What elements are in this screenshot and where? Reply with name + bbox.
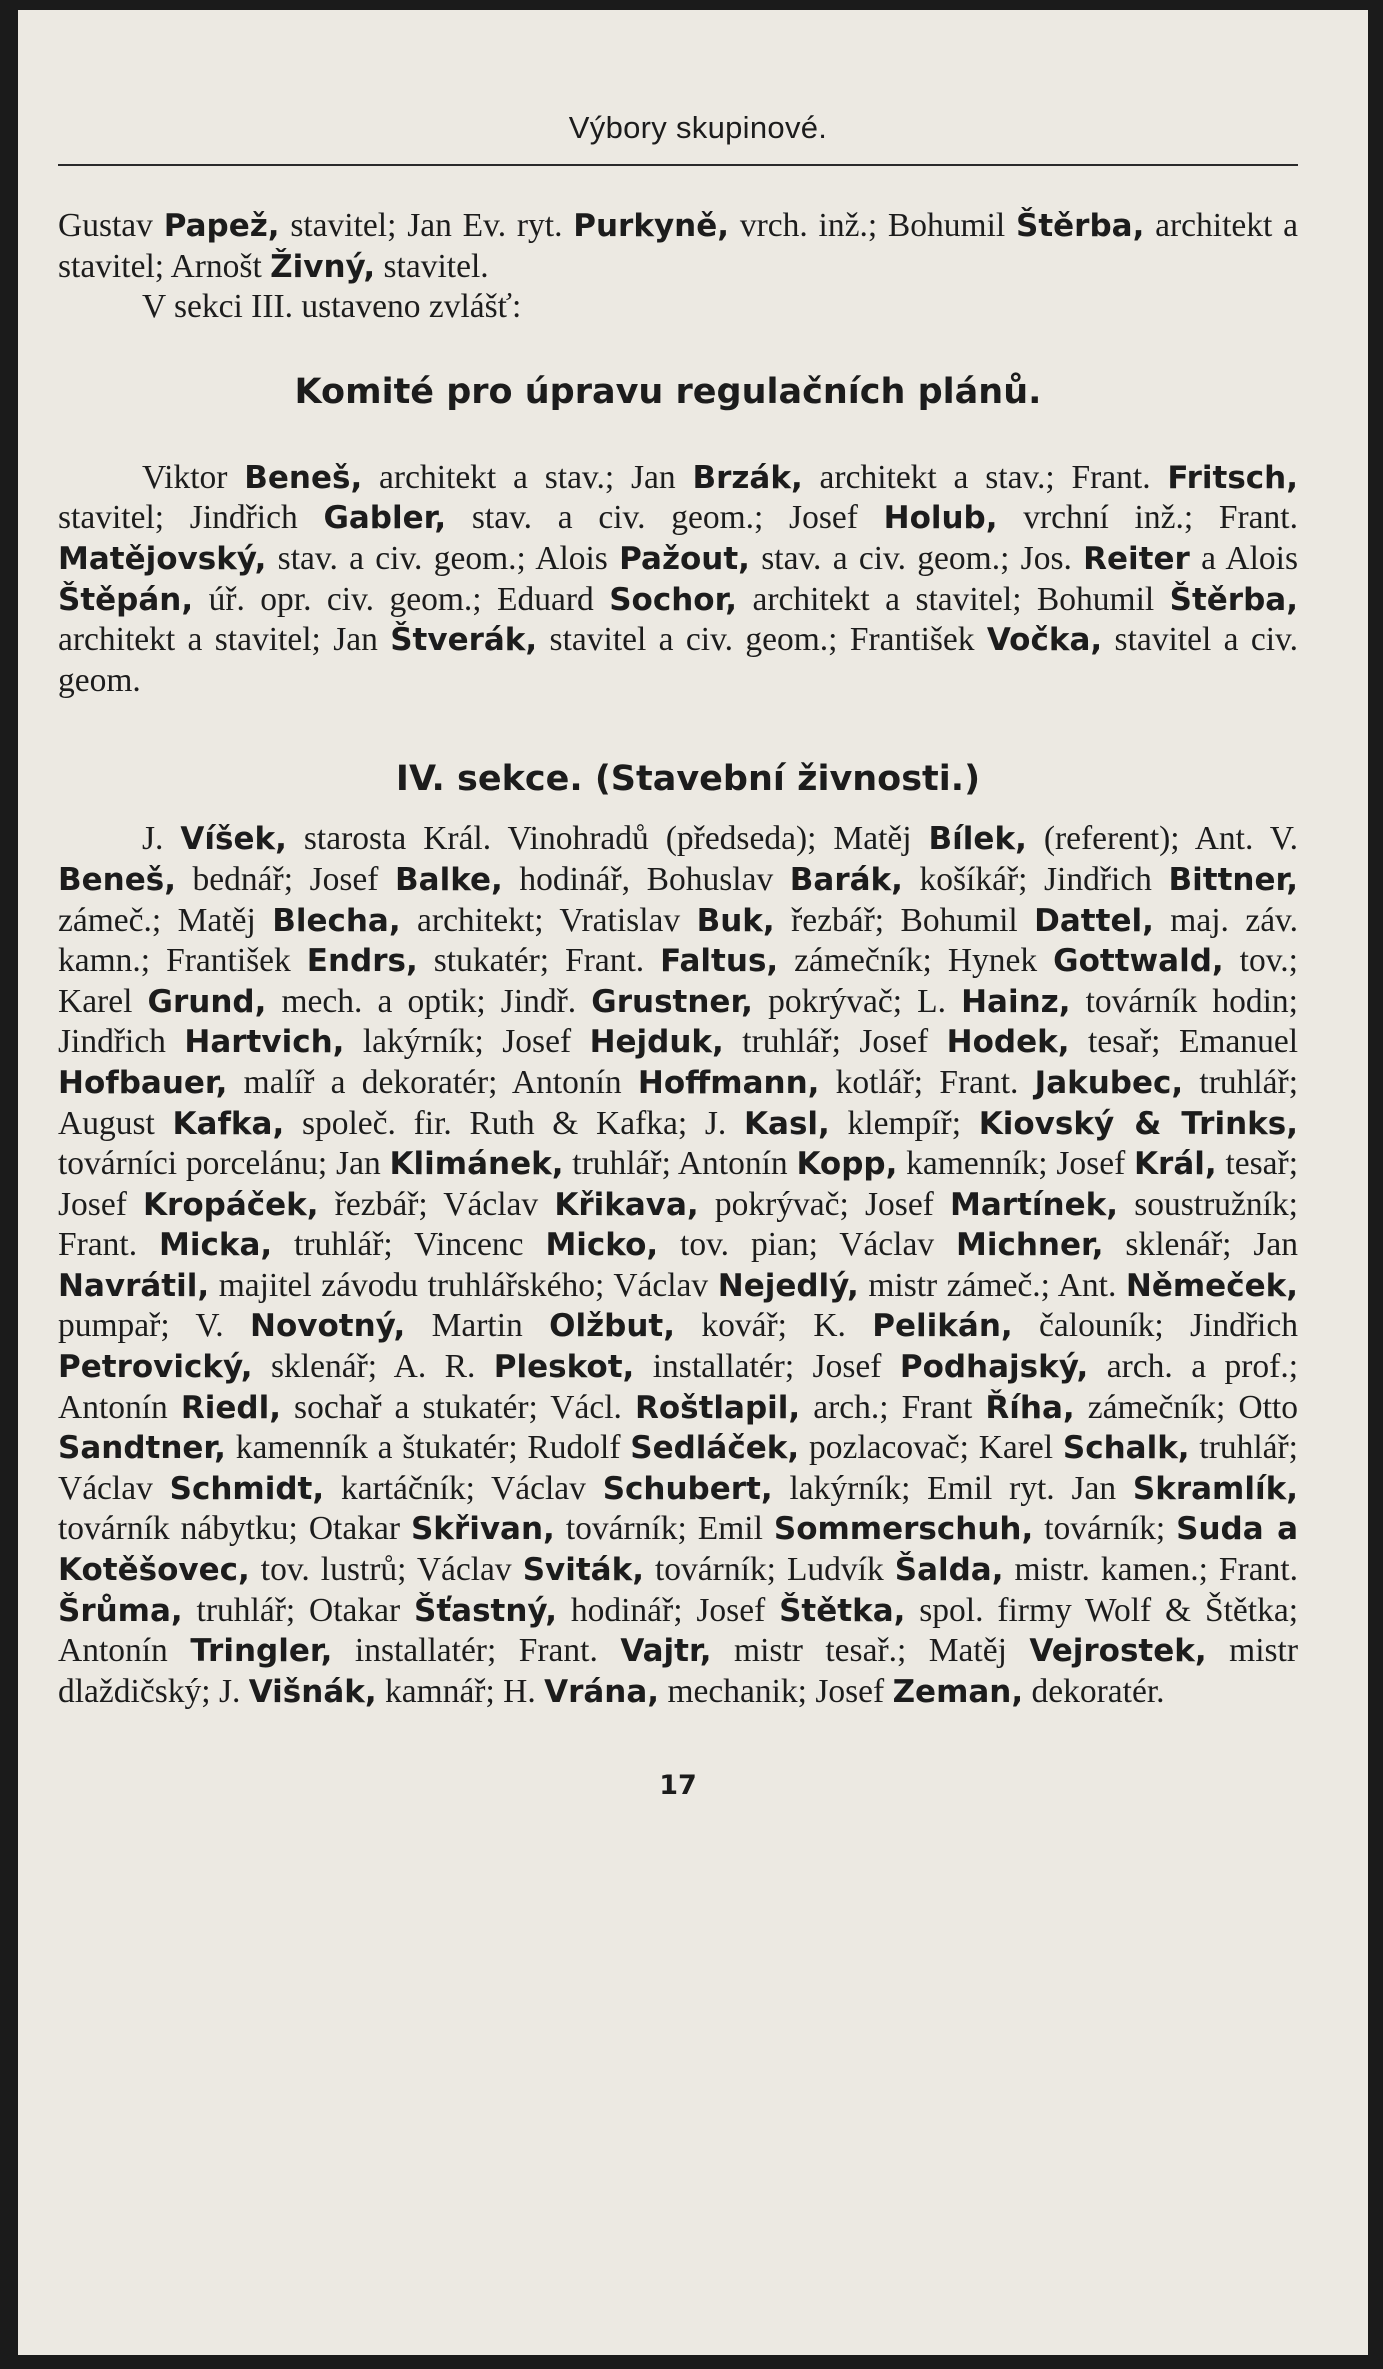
text-run: arch. a prof.; Antonín <box>58 1348 1298 1426</box>
text-run: hodinář; Josef <box>557 1591 780 1629</box>
text-run: kamnář; H. <box>376 1672 545 1710</box>
member-name: Schalk, <box>1062 1430 1190 1467</box>
text-run: sochař a stukatér; Václ. <box>281 1388 635 1426</box>
text-run: kovář; K. <box>675 1307 873 1345</box>
member-name: Beneš, <box>244 459 363 496</box>
text-run: mechanik; Josef <box>659 1672 893 1710</box>
text-run: spol. firmy Wolf & Štětka; Antonín <box>58 1591 1298 1670</box>
member-name: Dattel, <box>1034 902 1154 939</box>
text-run: stav. a civ. geom.; Alois <box>266 539 620 577</box>
member-name: Skramlík, <box>1132 1470 1299 1507</box>
member-name: Višnák, <box>248 1673 377 1710</box>
member-name: Sochor, <box>609 581 738 618</box>
member-name: Pelikán, <box>872 1308 1013 1345</box>
member-name: Micka, <box>158 1227 273 1264</box>
member-name: Vočka, <box>986 622 1103 659</box>
member-name: Bittner, <box>1168 861 1298 898</box>
member-name: Navrátil, <box>58 1267 210 1304</box>
member-name: Papež, <box>163 208 280 244</box>
member-name: Vrána, <box>544 1673 660 1710</box>
member-name: Štěrba, <box>1169 581 1298 618</box>
text-run: lakýrník; Emil ryt. Jan <box>772 1469 1133 1507</box>
member-name: Sviták, <box>522 1552 644 1589</box>
text-run: soustružník; Frant. <box>58 1185 1298 1264</box>
text-run: truhlář; Vincenc <box>272 1226 546 1264</box>
member-name: Nejedlý, <box>717 1267 859 1304</box>
member-name: Novotný, <box>250 1308 406 1345</box>
member-name: Michner, <box>955 1227 1104 1264</box>
member-name: Purkyně, <box>573 208 730 244</box>
section-heading-sekce-iv: IV. sekce. (Stavební živnosti.) <box>395 759 981 800</box>
text-run: mistr zámeč.; Ant. <box>858 1266 1126 1304</box>
member-name: Sedláček, <box>630 1430 800 1467</box>
text-run: architekt a stavitel; Bohumil <box>737 580 1170 618</box>
text-run: Martin <box>405 1307 550 1345</box>
text-run: kamenník; Josef <box>897 1145 1135 1183</box>
member-name: Gottwald, <box>1053 943 1224 980</box>
member-name: Kropáček, <box>143 1186 319 1223</box>
text-run: mistr tesař.; Matěj <box>711 1632 1030 1670</box>
member-name: Král, <box>1134 1146 1217 1183</box>
member-name: Faltus, <box>660 943 779 980</box>
member-name: Schmidt, <box>169 1470 325 1507</box>
text-run: kartáčník; Václav <box>324 1469 603 1507</box>
text-run: architekt a stavitel; Arnošt <box>58 207 1299 285</box>
member-name: Sommerschuh, <box>773 1511 1034 1548</box>
member-name: Reiter <box>1083 540 1190 577</box>
member-name: Barák, <box>789 861 903 898</box>
text-run: zámeč.; Matěj <box>58 901 273 939</box>
member-name: Kasl, <box>744 1105 830 1142</box>
text-run: kamenník a štukatér; Rudolf <box>225 1429 631 1467</box>
member-name: Pažout, <box>619 540 750 577</box>
member-name: Pleskot, <box>493 1349 635 1386</box>
member-name: Kafka, <box>172 1105 285 1142</box>
text-run: Viktor <box>142 458 245 496</box>
text-run: řezbář; Václav <box>318 1185 555 1223</box>
text-run: stavitel. <box>375 247 489 285</box>
text-run: tesař; Josef <box>58 1145 1299 1223</box>
member-name: Kiovský & Trinks, <box>978 1105 1298 1142</box>
member-name: Roštlapil, <box>634 1389 801 1426</box>
member-name: Bílek, <box>928 821 1027 858</box>
text-run: mistr dlaždičský; J. <box>58 1632 1298 1710</box>
text-run: továrník; Ludvík <box>643 1551 895 1589</box>
text-run: stav. a civ. geom.; Josef <box>446 499 884 537</box>
text-run: majitel závodu truhlářského; Václav <box>209 1266 718 1304</box>
text-run: kotlář; Frant. <box>819 1063 1035 1101</box>
text-run: a Alois <box>1189 539 1299 577</box>
member-name: Hoffmann, <box>637 1064 820 1101</box>
member-name: Balke, <box>395 861 503 898</box>
text-run: pumpař; V. <box>58 1307 251 1345</box>
text-run: košíkář; Jindřich <box>902 860 1169 898</box>
text-run: truhlář; Václav <box>58 1429 1298 1507</box>
page-number: 17 <box>659 1770 697 1802</box>
text-run: dekoratér. <box>1023 1672 1165 1710</box>
text-run: úř. opr. civ. geom.; Eduard <box>193 580 610 618</box>
text-run: truhlář; August <box>58 1063 1299 1142</box>
text-run: stavitel; Jindřich <box>58 499 324 537</box>
header-rule <box>58 164 1298 166</box>
text-run: architekt a stavitel; Jan <box>58 621 391 659</box>
text-run: pokrývač; Josef <box>698 1185 951 1223</box>
member-name: Grustner, <box>591 983 753 1020</box>
text-run: mistr. kamen.; Frant. <box>1003 1551 1299 1589</box>
text-run: zámečník; Otto <box>1074 1388 1298 1426</box>
member-name: Olžbut, <box>549 1308 676 1345</box>
text-run: vrch. inž.; Bohumil <box>729 207 1016 244</box>
text-run: (referent); Ant. V. <box>1026 820 1298 858</box>
text-run: pokrývač; L. <box>752 982 962 1020</box>
member-name: Štěpán, <box>58 581 194 618</box>
text-run: továrník hodin; Jindřich <box>58 982 1298 1061</box>
text-run: truhlář; Otakar <box>182 1591 415 1629</box>
text-run: tov. pian; Václav <box>658 1226 956 1264</box>
text-run: mech. a optik; Jindř. <box>266 982 592 1020</box>
member-name: Živný, <box>270 248 376 285</box>
text-run: architekt; Vratislav <box>400 901 697 939</box>
sekce-iii-note: V sekci III. ustaveno zvlášť: <box>142 288 522 326</box>
text-run: pozlacovač; Karel <box>799 1429 1063 1467</box>
running-head: Výbory skupinové. <box>568 110 828 145</box>
text-run: arch.; Frant <box>800 1388 986 1426</box>
member-name: Riedl, <box>180 1389 281 1426</box>
member-name: Suda a Kotěšovec, <box>58 1511 1298 1589</box>
text-run: stukatér; Frant. <box>417 942 661 980</box>
text-run: továrník; Emil <box>554 1510 774 1548</box>
text-run: stavitel a civ. geom. <box>58 621 1298 699</box>
text-run: malíř a dekoratér; Antonín <box>227 1063 638 1101</box>
member-name: Šrůma, <box>58 1592 183 1629</box>
member-name: Holub, <box>883 500 998 537</box>
member-name: Petrovický, <box>58 1349 253 1386</box>
member-name: Podhajský, <box>899 1349 1089 1386</box>
text-run: společ. fir. Ruth & Kafka; J. <box>284 1104 745 1142</box>
komite-members-paragraph <box>58 458 1298 702</box>
member-name: Vejrostek, <box>1029 1633 1207 1670</box>
text-run: lakýrník; Josef <box>344 1023 590 1061</box>
member-name: Gabler, <box>323 500 447 537</box>
text-run: Gustav <box>58 207 164 244</box>
intro-paragraph <box>58 206 1298 287</box>
text-run: vrchní inž.; Frant. <box>997 499 1298 537</box>
text-run: řezbář; Bohumil <box>774 901 1035 939</box>
member-name: Jakubec, <box>1034 1064 1184 1101</box>
text-run: továrník; <box>1033 1510 1177 1548</box>
text-run: továrník nábytku; Otakar <box>58 1510 411 1548</box>
text-run: zámečník; Hynek <box>778 942 1054 980</box>
member-name: Hejduk, <box>589 1024 724 1061</box>
member-name: Blecha, <box>272 902 401 939</box>
text-run: sklenář; A. R. <box>252 1348 494 1386</box>
section-heading-komite: Komité pro úpravu regulačních plánů. <box>294 371 1042 412</box>
text-run: hodinář, Bohuslav <box>502 860 790 898</box>
text-run: továrníci porcelánu; Jan <box>58 1145 390 1183</box>
member-name: Křikava, <box>554 1186 699 1223</box>
member-name: Němeček, <box>1125 1267 1298 1304</box>
member-name: Říha, <box>985 1389 1075 1426</box>
text-run: klempíř; <box>829 1104 979 1142</box>
text-run: truhlář; Josef <box>723 1023 947 1061</box>
member-name: Brzák, <box>692 459 803 496</box>
text-run: tov.; Karel <box>58 942 1298 1020</box>
text-run: starosta Král. Vinohradů (předseda); Matěj <box>286 820 929 858</box>
member-name: Štěrba, <box>1016 208 1145 244</box>
text-run: maj. záv. kamn.; František <box>58 901 1299 980</box>
text-run: J. <box>142 820 181 858</box>
text-run: stavitel; Jan Ev. ryt. <box>279 207 574 244</box>
text-run: bednář; Josef <box>175 860 396 898</box>
member-name: Grund, <box>147 983 267 1020</box>
member-name: Kopp, <box>796 1146 898 1183</box>
member-name: Martínek, <box>950 1186 1119 1223</box>
member-name: Zeman, <box>892 1673 1024 1710</box>
member-name: Sandtner, <box>58 1430 226 1467</box>
member-name: Klimánek, <box>389 1146 564 1183</box>
text-run: architekt a stav.; Frant. <box>802 458 1168 496</box>
sekce-iv-members-paragraph <box>58 819 1298 1712</box>
member-name: Micko, <box>545 1227 659 1264</box>
member-name: Tringler, <box>190 1633 333 1670</box>
member-name: Skřivan, <box>410 1511 555 1548</box>
member-name: Endrs, <box>306 943 418 980</box>
text-run: installatér; Frant. <box>332 1632 621 1670</box>
text-run: truhlář; Antonín <box>563 1145 797 1183</box>
text-run: tov. lustrů; Václav <box>249 1551 523 1589</box>
member-name: Vajtr, <box>620 1633 712 1670</box>
member-name: Schubert, <box>602 1470 773 1507</box>
member-name: Matějovský, <box>58 540 267 577</box>
member-name: Štětka, <box>779 1592 906 1629</box>
text-run: stav. a civ. geom.; Jos. <box>749 539 1084 577</box>
member-name: Hofbauer, <box>58 1064 228 1101</box>
member-name: Víšek, <box>180 821 287 858</box>
member-name: Šalda, <box>894 1552 1004 1589</box>
member-name: Šťastný, <box>414 1592 558 1629</box>
member-name: Štverák, <box>390 622 538 659</box>
text-run: architekt a stav.; Jan <box>362 458 693 496</box>
member-name: Fritsch, <box>1167 459 1298 496</box>
book-page <box>18 10 1368 2355</box>
member-name: Hodek, <box>946 1024 1070 1061</box>
text-run: tesař; Emanuel <box>1069 1023 1299 1061</box>
member-name: Beneš, <box>58 861 176 898</box>
member-name: Hartvich, <box>184 1024 345 1061</box>
member-name: Hainz, <box>961 983 1071 1020</box>
text-run: installatér; Josef <box>634 1348 900 1386</box>
text-run: stavitel a civ. geom.; František <box>537 621 987 659</box>
text-run: čalouník; Jindřich <box>1012 1307 1298 1345</box>
member-name: Buk, <box>696 902 775 939</box>
text-run: sklenář; Jan <box>1103 1226 1299 1264</box>
